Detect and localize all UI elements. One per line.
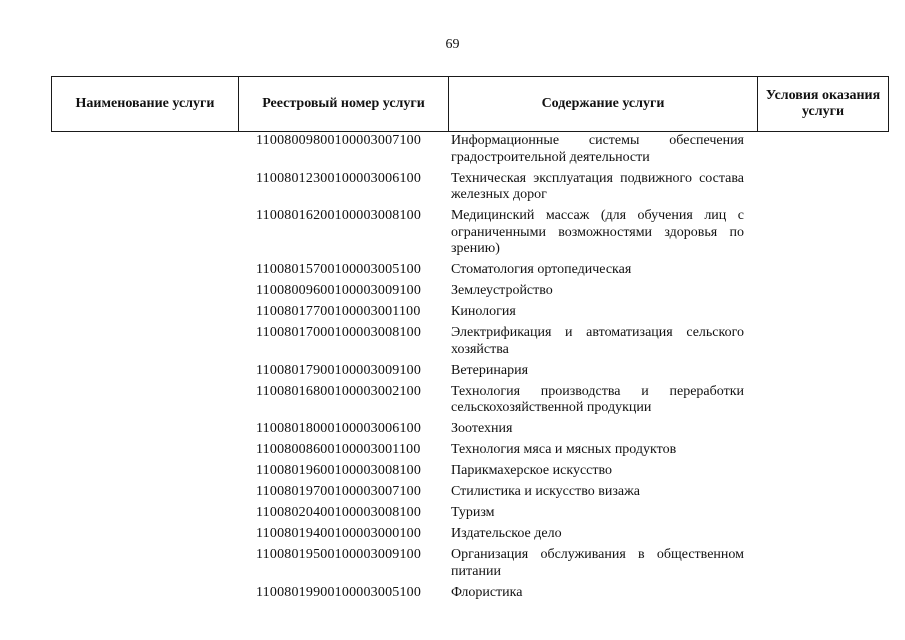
service-content: Кинология: [451, 304, 516, 319]
header-service-conditions: Условия оказания услуги: [757, 77, 888, 131]
table-row: [256, 585, 756, 602]
registry-number: 11008019600100003008100: [256, 463, 422, 478]
table-row: [256, 363, 756, 380]
service-content: Парикмахерское искусство: [451, 463, 613, 478]
table-row: [256, 208, 756, 258]
table-row: [256, 484, 756, 501]
service-content: Электрификация и автоматизация сельского хозяйства: [451, 325, 744, 357]
service-content: Флористика: [451, 584, 523, 600]
table-row: [256, 262, 756, 279]
registry-number: 11008015700100003005100: [256, 262, 422, 277]
table-row: [256, 384, 756, 417]
service-content: Землеустройство: [451, 283, 553, 298]
registry-number: 11008017900100003009100: [256, 362, 422, 378]
registry-number: 11008020400100003008100: [256, 505, 422, 520]
registry-number: 11008019700100003007100: [256, 484, 422, 499]
registry-number: 11008009800100003007100: [256, 133, 422, 148]
registry-number: 11008017000100003008100: [256, 325, 422, 340]
registry-number: 11008019900100003005100: [256, 584, 422, 600]
table-row: [256, 304, 756, 321]
table-body: [256, 133, 756, 606]
header-registry-number: Реестровый номер услуги: [238, 77, 448, 131]
registry-number: 11008019500100003009100: [256, 547, 422, 562]
service-content: Зоотехния: [451, 421, 513, 436]
table-row: [256, 505, 756, 522]
registry-number: 11008009600100003009100: [256, 283, 422, 298]
page-number: 69: [445, 37, 460, 52]
service-content: Технология мяса и мясных продуктов: [451, 442, 677, 457]
service-content: Информационные системы обеспечения градостроительной деятельности: [451, 133, 744, 165]
table-row: [256, 171, 756, 204]
registry-number: 11008017700100003001100: [256, 304, 421, 319]
service-content: Техническая эксплуатация подвижного состава железных дорог: [451, 170, 744, 202]
registry-number: 11008019400100003000100: [256, 526, 422, 541]
registry-number: 11008018000100003006100: [256, 421, 422, 436]
registry-number: 11008008600100003001100: [256, 442, 421, 457]
table-row: [256, 547, 756, 580]
table-row: [256, 526, 756, 543]
table-row: [256, 325, 756, 358]
table-row: [256, 463, 756, 480]
table-row: [256, 442, 756, 459]
header-service-name: Наименование услуги: [75, 96, 215, 111]
header-service-content: Содержание услуги: [448, 77, 757, 131]
service-content: Стоматология ортопедическая: [451, 262, 632, 277]
registry-number: 11008016800100003002100: [256, 383, 422, 399]
service-content: Издательское дело: [451, 526, 562, 541]
table-header: [51, 76, 889, 132]
service-content: Ветеринария: [451, 362, 529, 378]
service-content: Туризм: [451, 505, 495, 520]
table-row: [256, 421, 756, 438]
registry-number: 11008012300100003006100: [256, 170, 422, 186]
service-content: Организация обслуживания в общественном питании: [451, 547, 744, 579]
service-content: Медицинский массаж (для обучения лиц с ограниченными возможностями здоровья по зрению): [451, 208, 744, 256]
table-row: [256, 133, 756, 166]
registry-number: 11008016200100003008100: [256, 208, 422, 223]
table-row: [256, 283, 756, 300]
service-content: Технология производства и переработки сельскохозяйственной продукции: [451, 383, 744, 415]
service-content: Стилистика и искусство визажа: [451, 484, 640, 499]
